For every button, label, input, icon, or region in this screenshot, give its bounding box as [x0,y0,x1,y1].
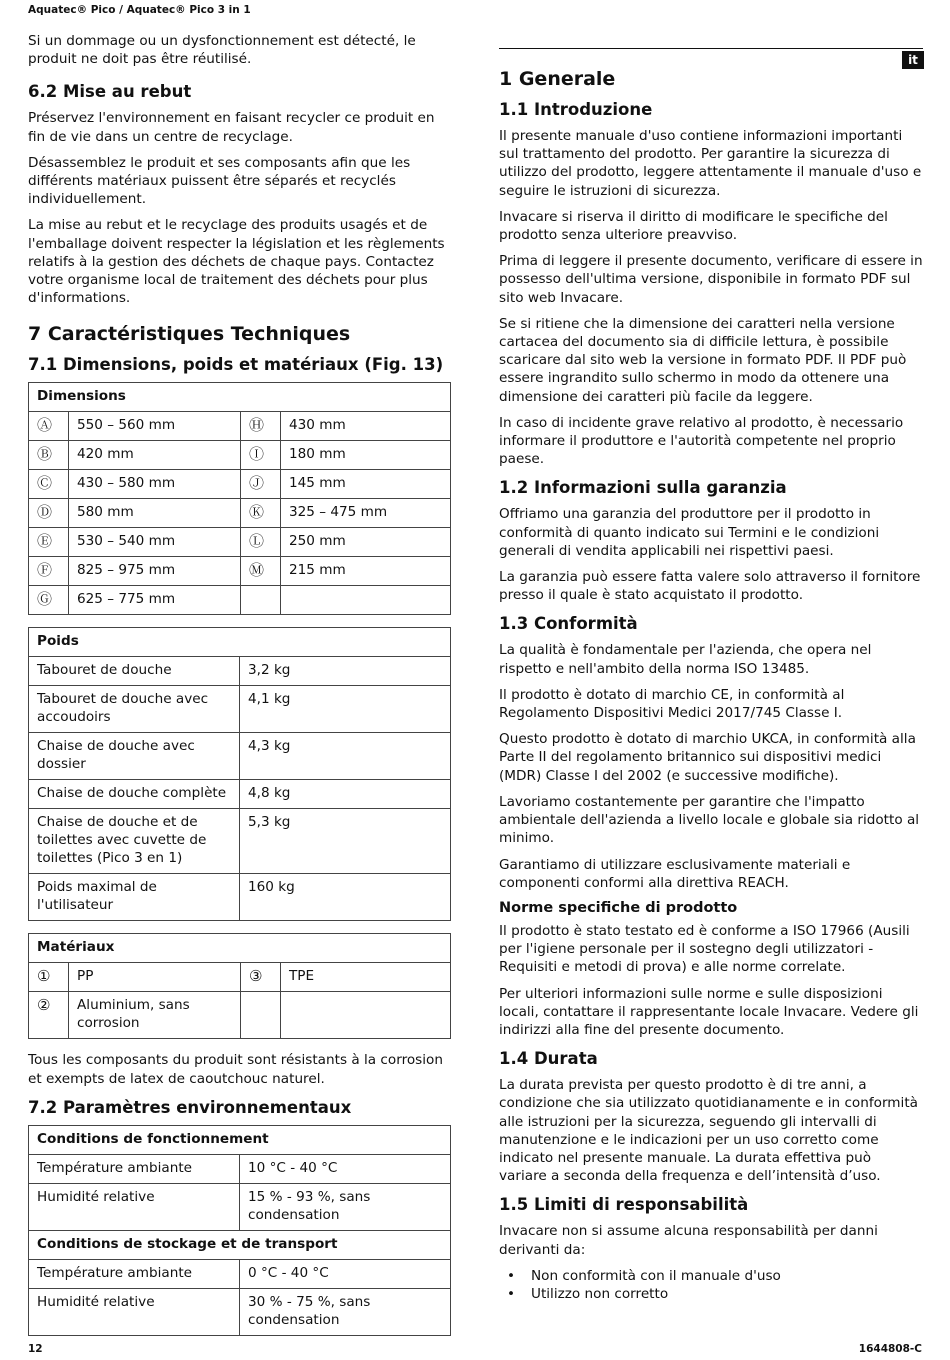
paragraph: Tous les composants du produit sont résistants à la corrosion et exempts de latex de caoutchouc naturel. [28,1052,443,1087]
heading-6-2: 6.2 Mise au rebut [28,82,192,102]
table-row: Ⓔ 530 – 540 mm Ⓛ 250 mm [29,528,451,557]
table-row: Ⓕ 825 – 975 mm Ⓜ 215 mm [29,557,451,586]
list-item: • Non conformità con il manuale d'uso [499,1267,923,1285]
table-row: Poids maximal de l'utilisateur 160 kg [29,874,451,921]
table-row: Chaise de douche et de toilettes avec cuvette de toilettes (Pico 3 en 1) 5,3 kg [29,809,451,874]
paragraph: Questo prodotto è dotato di marchio UKCA, in conformità alla Parte II del regolamento britannico sui dispositivi medici (MDR) Classe I del 2002 (e successive modifiche). [499,731,916,784]
table-row: Température ambiante 0 °C - 40 °C [29,1259,451,1288]
heading-1-2: 1.2 Informazioni sulla garanzia [499,478,787,498]
paragraph: Per ulteriori informazioni sulle norme e sulle disposizioni locali, contattare il rappresentante locale Invacare. Vedere gli indirizzi alla fine del presente documento. [499,985,919,1038]
liability-list [499,1267,923,1303]
heading-7-2: 7.2 Paramètres environnementaux [28,1097,352,1117]
table-row: Humidité relative 30 % - 75 %, sans condensation [29,1288,451,1335]
paragraph: Invacare non si assume alcuna responsabilità per danni derivanti da: [499,1223,878,1258]
table-title: Poids [29,628,451,657]
table-row: ② Aluminium, sans corrosion [29,992,451,1039]
table-row: Chaise de douche avec dossier 4,3 kg [29,733,451,780]
dimensions-table [28,382,451,615]
table-title: Dimensions [29,383,451,412]
table-row: Tabouret de douche avec accoudoirs 4,1 kg [29,686,451,733]
table-row: Chaise de douche complète 4,8 kg [29,780,451,809]
paragraph: Si un dommage ou un dysfonctionnement est détecté, le produit ne doit pas être réutilisé. [28,33,416,68]
paragraph: La qualità è fondamentale per l'azienda, che opera nel rispetto e nell'ambito della norma ISO 13485. [499,642,872,677]
running-header: Aquatec® Pico / Aquatec® Pico 3 in 1 [28,4,251,16]
heading-1-4: 1.4 Durata [499,1049,598,1069]
paragraph: Invacare si riserva il diritto di modificare le specifiche del prodotto senza ulteriore preavviso. [499,208,888,244]
weight-table [28,627,451,921]
page-number: 12 [28,1343,43,1355]
table-title: Matériaux [29,934,451,963]
right-column [499,66,923,1303]
heading-1-1: 1.1 Introduzione [499,100,653,119]
table-row: Ⓖ 625 – 775 mm [29,586,451,615]
list-item: • Utilizzo non corretto [499,1285,923,1303]
heading-norme: Norme specifiche di prodotto [499,899,738,916]
paragraph: Il prodotto è stato testato ed è conforme a ISO 17966 (Ausili per l'igiene personale per il sostegno degli utilizzatori - Requisiti e metodi di prova) e alle norme correlate. [499,922,910,976]
paragraph: Lavoriamo costantemente per garantire che l'impatto ambientale dell'azienda a livello locale e globale sia ridotto al minimo. [499,793,920,847]
paragraph: Il prodotto è dotato di marchio CE, in conformità al Regolamento Dispositivi Medici 2017/745 Classe I. [499,686,845,722]
heading-1: 1 Generale [499,68,616,90]
paragraph: Il presente manuale d'uso contiene informazioni importanti sul trattamento del prodotto. Per garantire la sicurezza di utilizzo del prodotto, leggere attentamente il manuale d'uso e seguire le istruzioni di sicurezza. [499,128,922,199]
table-row: Ⓓ 580 mm Ⓚ 325 – 475 mm [29,499,451,528]
document-code: 1644808-C [858,1343,922,1355]
table-row: ① PP ③ TPE [29,963,451,992]
heading-1-5: 1.5 Limiti di responsabilità [499,1195,749,1215]
paragraph: In caso di incidente grave relativo al prodotto, è necessario informare il produttore e l'autorità competente nel proprio paese. [499,414,904,468]
table-title: Conditions de stockage et de transport [29,1230,451,1259]
paragraph: Préservez l'environnement en faisant recycler ce produit en fin de vie dans un centre de recyclage. [28,110,435,145]
left-column [28,32,451,1348]
table-row: Tabouret de douche 3,2 kg [29,657,451,686]
paragraph: Garantiamo di utilizzare esclusivamente materiali e componenti conformi alla direttiva REACH. [499,856,851,891]
table-row: Température ambiante 10 °C - 40 °C [29,1154,451,1183]
materials-table [28,933,451,1039]
table-row: Ⓐ 550 – 560 mm Ⓗ 430 mm [29,412,451,441]
environment-table [28,1125,451,1336]
paragraph: Désassemblez le produit et ses composants afin que les différents matériaux puissent être séparés et recyclés individuellement. [28,154,411,208]
table-title: Conditions de fonctionnement [29,1125,451,1154]
paragraph: La mise au rebut et le recyclage des produits usagés et de l'emballage doivent respecter la législation et les règlements relatifs à la gestion des déchets de chaque pays. Contactez votre organisme local de traitement des déchets pour plus d'informations. [28,217,445,307]
paragraph: Prima di leggere il presente documento, verificare di essere in possesso dell'ultima versione, disponibile in formato PDF sul sito web Invacare. [499,253,923,306]
heading-7-1: 7.1 Dimensions, poids et matériaux (Fig. 13) [28,355,444,375]
heading-7: 7 Caractéristiques Techniques [28,323,351,346]
table-row: Ⓑ 420 mm Ⓘ 180 mm [29,441,451,470]
table-row: Humidité relative 15 % - 93 %, sans condensation [29,1183,451,1230]
paragraph: Offriamo una garanzia del produttore per il prodotto in conformità di quanto indicato sui Termini e le condizioni generali di vendita applicabili nei rispettivi paesi. [499,506,880,559]
paragraph: La durata prevista per questo prodotto è di tre anni, a condizione che sia utilizzato quotidianamente e in conformità alle istruzioni per la sicurezza, seguendo gli intervalli di manutenzione e le indicazioni per un uso corretto come indicato nel presente manuale. La durata effettiva può variare a seconda della frequenza e dell’intensità d’uso. [499,1077,918,1185]
table-row: Ⓒ 430 – 580 mm Ⓙ 145 mm [29,470,451,499]
language-tab: it [902,51,924,69]
paragraph: Se si ritiene che la dimensione dei caratteri nella versione cartacea del documento sia di difficile lettura, è possibile scaricare dal sito web la versione in formato PDF. Il PDF può essere ingrandito sullo schermo in modo da ottenere una dimensione dei caratteri più facile da leggere. [499,315,907,405]
section-rule [499,48,923,49]
paragraph: La garanzia può essere fatta valere solo attraverso il fornitore presso il quale è stato acquistato il prodotto. [499,569,921,604]
heading-1-3: 1.3 Conformità [499,614,638,634]
